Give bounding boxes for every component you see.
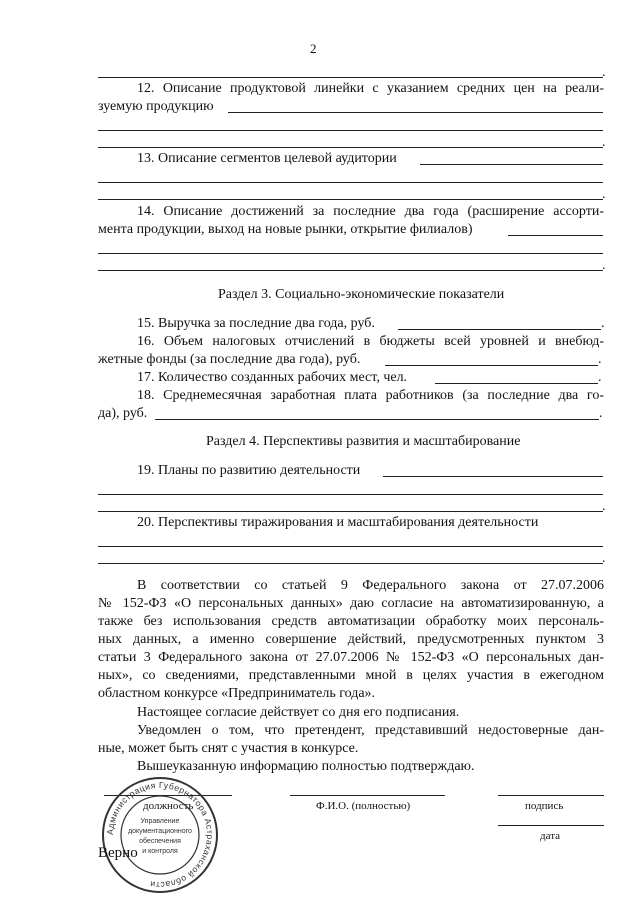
consent-line: также без использования средств автоматизации обработку моих персональ-	[98, 614, 604, 629]
item-12-line-2: зуемую продукцию	[98, 99, 214, 114]
stamp-seal	[100, 775, 220, 895]
item-20-answer-line[interactable]	[98, 563, 603, 564]
item-13-answer-line[interactable]	[98, 182, 603, 183]
item-13: 13. Описание сегментов целевой аудитории	[137, 151, 397, 166]
stamp-center-line: документационного	[128, 828, 192, 835]
page-number: 2	[310, 41, 317, 56]
answer-line	[98, 77, 603, 78]
item-15-answer-line[interactable]	[398, 329, 601, 330]
item-19-answer-line[interactable]	[98, 511, 603, 512]
item-12-line-1: 12. Описание продуктовой линейки с указанием средних цен на реали-	[137, 81, 604, 96]
item-19-answer-line[interactable]	[383, 476, 603, 477]
date-label: дата	[540, 830, 561, 842]
item-12-answer-line[interactable]	[98, 147, 603, 148]
official-stamp	[100, 775, 220, 895]
item-14-answer-line[interactable]	[508, 235, 603, 236]
consent-line: ных», со сведениями, представленными мной в целях участия в ежегодном	[98, 668, 604, 683]
item-16-line-2: жетные фонды (за последние два года), руб.	[98, 352, 361, 367]
consent-line: № 152-ФЗ «О персональных данных» даю согласие на автоматизированную, а	[98, 596, 604, 611]
item-17: 17. Количество созданных рабочих мест, чел.	[137, 370, 408, 385]
item-15: 15. Выручка за последние два года, руб.	[137, 316, 375, 331]
signature-label: подпись	[525, 800, 564, 812]
fio-line[interactable]	[290, 795, 445, 796]
consent-line: ных данных, а именно совершение действий, предусмотренных пунктом 3	[98, 632, 604, 647]
position-label: должность	[143, 800, 194, 812]
item-12-answer-line[interactable]	[98, 130, 603, 131]
consent-line: В соответствии со статьей 9 Федерального закона от 27.07.2006	[137, 578, 604, 593]
item-20: 20. Перспективы тиражирования и масштабирования деятельности	[137, 515, 539, 530]
item-17-answer-line[interactable]	[435, 383, 598, 384]
item-14-answer-line[interactable]	[98, 270, 603, 271]
stamp-center-line: обеспечения	[139, 838, 181, 845]
signature-line[interactable]	[498, 795, 604, 796]
item-14-line-2: мента продукции, выход на новые рынки, открытие филиалов)	[98, 222, 473, 237]
consent-line: областном конкурсе «Предприниматель года».	[98, 686, 376, 701]
date-line[interactable]	[498, 825, 604, 826]
consent-line: статьи 3 Федерального закона от 27.07.2006 № 152-ФЗ «О персональных дан-	[98, 650, 604, 665]
fio-label: Ф.И.О. (полностью)	[316, 800, 411, 812]
item-19: 19. Планы по развитию деятельности	[137, 463, 361, 478]
item-18-line-2: да), руб.	[98, 406, 148, 421]
notice-line-2: ные, может быть снят с участия в конкурсе.	[98, 741, 359, 756]
stamp-center-line: и контроля	[142, 848, 178, 855]
section-3-heading: Раздел 3. Социально-экономические показатели	[218, 287, 505, 302]
item-13-answer-line[interactable]	[420, 164, 603, 165]
item-14-answer-line[interactable]	[98, 253, 603, 254]
stamp-ring-text: Администрация Губернатора Астраханской области	[104, 779, 216, 891]
stamp-center-line: Управление	[140, 818, 180, 825]
verno-mark: Верно	[98, 845, 138, 861]
item-16-answer-line[interactable]	[385, 365, 598, 366]
item-18-answer-line[interactable]	[155, 419, 599, 420]
item-12-answer-line[interactable]	[228, 112, 603, 113]
confirmation: Вышеуказанную информацию полностью подтверждаю.	[137, 759, 475, 774]
item-13-answer-line[interactable]	[98, 199, 603, 200]
item-14-line-1: 14. Описание достижений за последние два года (расширение ассорти-	[137, 204, 604, 219]
section-4-heading: Раздел 4. Перспективы развития и масштабирование	[206, 434, 521, 449]
item-19-answer-line[interactable]	[98, 494, 603, 495]
consent-validity: Настоящее согласие действует со дня его подписания.	[137, 705, 460, 720]
item-20-answer-line[interactable]	[98, 546, 603, 547]
item-16-line-1: 16. Объем налоговых отчислений в бюджеты всей уровней и внебюд-	[137, 334, 604, 349]
notice-line-1: Уведомлен о том, что претендент, представивший недостоверные дан-	[137, 723, 604, 738]
item-18-line-1: 18. Среднемесячная заработная плата работников (за последние два го-	[137, 388, 604, 403]
